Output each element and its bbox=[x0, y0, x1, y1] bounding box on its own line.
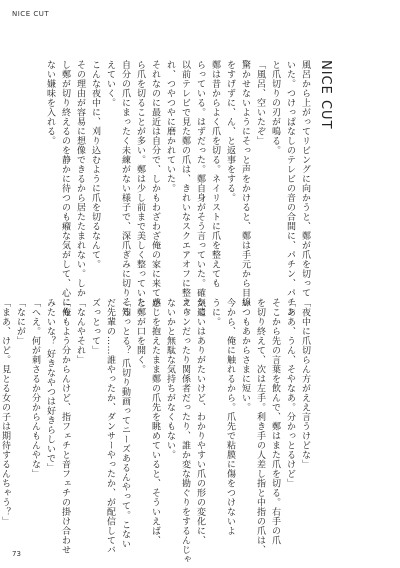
text-line: えていく。 bbox=[105, 60, 115, 108]
text-line: ない嫌味を入れる。 bbox=[45, 60, 55, 146]
text-line: こんな夜中に、刈り込むように爪を切るなんて。 bbox=[90, 60, 100, 269]
story-title: NICE CUT bbox=[318, 60, 333, 130]
text-line: し鄭が切り終えるのを静かに待つのも癪な気がして、心にも bbox=[60, 60, 70, 317]
text-line: 驚かせないようにそっと声をかけると、鄭は手元から目線 bbox=[240, 60, 250, 307]
text-line: と爪切りの刃が鳴る。 bbox=[270, 60, 280, 155]
text-line: いた。つけっぱなしのテレビの音の合間に、パチン、パチン bbox=[285, 60, 295, 317]
text-line: うに。 bbox=[210, 298, 220, 327]
text-line: と鄭が口を開く。 bbox=[135, 298, 145, 374]
text-line: 気遣いはありがたいけど、わかりやすい爪の形の変化に、 bbox=[195, 298, 205, 545]
text-line: 今から、俺に触れるから。爪先で粘膜に傷をつけないよ bbox=[225, 298, 235, 536]
text-line: ズっとって」 bbox=[90, 298, 100, 355]
text-line: その理由が容易に想像できるから居たたまれない。しか bbox=[75, 60, 85, 298]
text-line: らっている。はずだった。鄭自身がそう言っていた。確かに bbox=[195, 60, 205, 317]
text-line: いつもあからさまに短い。 bbox=[240, 298, 250, 412]
text-line: 鄭は昔からよく爪を切る。ネイリストに爪を整えても bbox=[210, 60, 220, 288]
text-line: ないかと無駄な気持ちがなくもない。 bbox=[165, 298, 175, 460]
text-line: 「へえ。何が刺さるか分からんもんやな」 bbox=[30, 298, 40, 479]
text-line: 「風呂、空いたぞ」 bbox=[255, 60, 265, 146]
text-line: ら爪を切ることが多い。鄭は少し前まで美しく整っていた bbox=[135, 60, 145, 307]
text-line: そこから先の言葉を飲んで、鄭はまた爪を切る。右手の爪 bbox=[270, 298, 280, 545]
text-line: 「なんやそれ」 bbox=[75, 298, 85, 365]
text-line: をすげずに、ん、と返事をする。 bbox=[225, 60, 235, 203]
text-line: みたいな？ 好きなやつは好きらしいで」 bbox=[45, 298, 55, 473]
text-line: 「なにが」 bbox=[15, 298, 25, 346]
page-number: 73 bbox=[12, 550, 21, 558]
text-line: 「俺もよう分からんけど、指フェチと音フェチの掛け合わせ bbox=[60, 298, 70, 555]
text-line: 自分の爪にまったく未練がない様子で、深爪ぎみに切りそろ bbox=[120, 60, 130, 317]
text-line: 「まあ、けど。見とる女の子は期待するんちゃう？」 bbox=[0, 298, 10, 526]
text-line: 感じを抱えたまま鄭の爪先を眺めていると、そういえば、 bbox=[150, 298, 160, 545]
body-text-upper bbox=[45, 60, 312, 317]
text-line: れ、つやつやに磨かれていた。 bbox=[165, 60, 175, 193]
text-line: 以前テレビで見た鄭の爪は、きれいなスクエアオフに整えら bbox=[180, 60, 190, 317]
text-line: 「知っとる？ 爪切り動画ってニーズあるんやって。こない bbox=[120, 298, 130, 549]
text-line: ファンだったり関係者だったり、誰か変な勘ぐりをするんじゃ bbox=[180, 298, 190, 564]
text-line: だ先輩の……誰やったか、ダンサーやったか、が配信してバ bbox=[105, 298, 115, 555]
text-line: 風呂から上がってリビングに向かうと、鄭が爪を切って bbox=[300, 60, 310, 298]
text-line: それなのに最近は自分で、しかもわざわざ俺の家に来てか bbox=[150, 60, 160, 307]
text-line: 「夜中に爪切らん方がええ言うけどな」 bbox=[300, 298, 310, 469]
running-head: NICE CUT bbox=[12, 10, 50, 18]
text-line: を切り終えて、次は左手。利き手の人差し指と中指の爪は、 bbox=[255, 298, 265, 555]
text-line: 「ああ、うん、そやなあ。分かっとるけど」 bbox=[285, 298, 295, 488]
